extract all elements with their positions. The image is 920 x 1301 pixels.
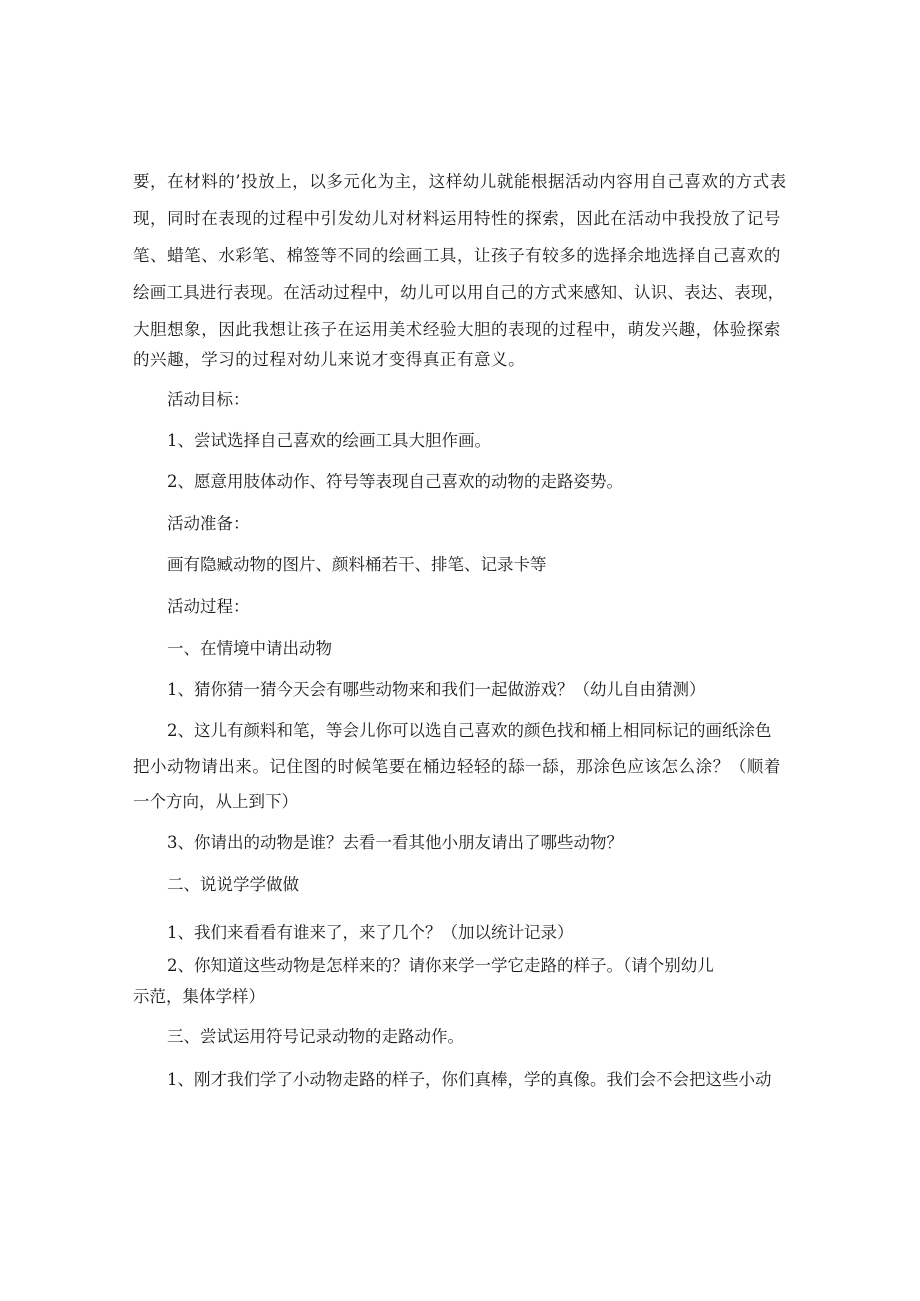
intro-line-1: 要，在材料的’投放上，以多元化为主，这样幼儿就能根据活动内容用自己喜欢的方式表 [133,172,787,191]
section-1-title: 一、在情境中请出动物 [167,639,332,658]
goal-item-1: 1、尝试选择自己喜欢的绘画工具大胆作画。 [167,431,491,450]
process-heading: 活动过程： [167,597,250,616]
s3-item-1: 1、刚才我们学了小动物走路的样子，你们真棒，学的真像。我们会不会把这些小动 [167,1070,772,1089]
s1-item-2-line-2: 把小动物请出来。记住图的时候笔要在桶边轻轻的舔一舔，那涂色应该怎么涂？（顺着 [133,757,781,776]
section-3-title: 三、尝试运用符号记录动物的走路动作。 [167,1027,464,1046]
s1-item-2-line-3: 一个方向，从上到下） [133,792,298,811]
intro-line-4: 绘画工具进行表现。在活动过程中，幼儿可以用自己的方式来感知、认识、表达、表现， [133,283,785,302]
goal-item-2: 2、愿意用肢体动作、符号等表现自己喜欢的动物的走路姿势。 [167,472,623,491]
prep-text: 画有隐臧动物的图片、颜料桶若干、排笔、记录卡等 [167,555,547,574]
s2-item-1: 1、我们来看看有谁来了，来了几个？（加以统计记录） [167,923,574,942]
intro-line-6: 的兴趣，学习的过程对幼儿来说才变得真正有意义。 [133,350,526,369]
prep-heading: 活动准备： [167,514,250,533]
s2-item-2-line-1: 2、你知道这些动物是怎样来的？请你来学一学它走路的样子。（请个别幼儿 [167,956,714,975]
intro-line-2: 现，同时在表现的过程中引发幼儿对材料运用特性的探索，因此在活动中我投放了记号 [133,209,781,228]
intro-line-3: 笔、蜡笔、水彩笔、棉签等不同的绘画工具，让孩子有较多的选择余地选择自己喜欢的 [133,246,781,265]
intro-line-5: 大胆想象，因此我想让孩子在运用美术经验大胆的表现的过程中，萌发兴趣，体验探索 [133,320,781,339]
goals-heading: 活动目标： [167,390,250,409]
section-2-title: 二、说说学学做做 [167,875,299,894]
s1-item-3: 3、你请出的动物是谁？去看一看其他小朋友请出了哪些动物？ [167,833,623,852]
s1-item-2-line-1: 2、这儿有颜料和笔，等会儿你可以选自己喜欢的颜色找和桶上相同标记的画纸涂色 [167,721,772,740]
s1-item-1: 1、猜你猜一猜今天会有哪些动物来和我们一起做游戏？（幼儿自由猜测） [167,680,706,699]
s2-item-2-line-2: 示范，集体学样） [133,987,265,1006]
